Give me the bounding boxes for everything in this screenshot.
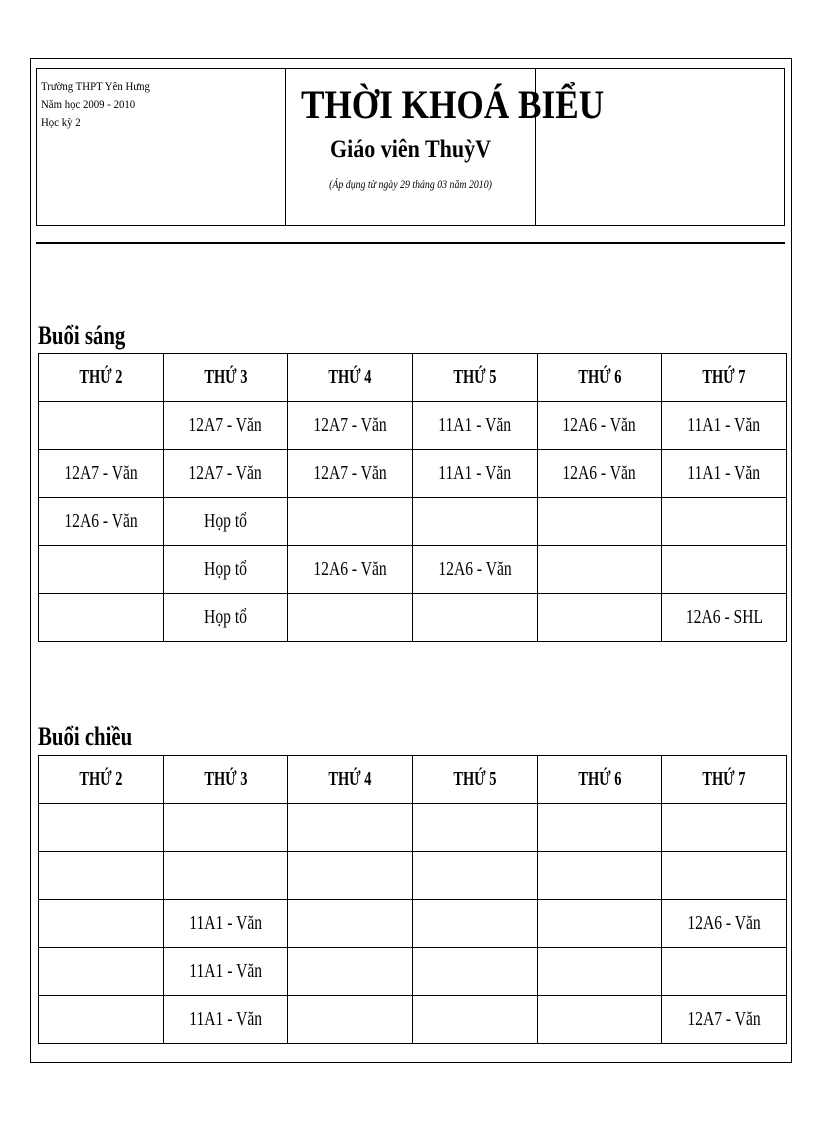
schedule-cell xyxy=(163,594,288,642)
schedule-cell xyxy=(662,546,787,594)
schedule-cell xyxy=(537,804,662,852)
schedule-cell xyxy=(288,594,413,642)
schedule-cell-text: 11A1 - Văn xyxy=(687,462,761,484)
column-header xyxy=(39,756,164,804)
schedule-cell xyxy=(163,546,288,594)
schedule-cell xyxy=(412,594,537,642)
schedule-cell-text: Họp tổ xyxy=(204,606,247,628)
schedule-cell-text: Họp tổ xyxy=(204,558,247,580)
schedule-cell-text: 12A6 - Văn xyxy=(562,462,637,484)
table-row xyxy=(39,402,787,450)
schedule-cell-text: 11A1 - Văn xyxy=(189,960,262,982)
schedule-cell xyxy=(412,450,537,498)
schedule-cell xyxy=(662,402,787,450)
column-header-label: THỨ 5 xyxy=(453,768,497,790)
schedule-cell-text: 12A7 - Văn xyxy=(188,414,263,436)
teacher-name: Giáo viên ThuỳV xyxy=(330,136,491,163)
schedule-cell xyxy=(288,852,413,900)
schedule-cell xyxy=(288,402,413,450)
table-row xyxy=(39,546,787,594)
semester: Học kỳ 2 xyxy=(41,115,81,129)
column-header-label: THỨ 6 xyxy=(577,366,621,388)
morning-title: Buổi sáng xyxy=(38,321,126,350)
schedule-cell xyxy=(39,948,164,996)
schedule-cell-text: 12A6 - Văn xyxy=(687,912,761,934)
schedule-cell xyxy=(537,900,662,948)
column-header-label: THỨ 2 xyxy=(79,768,123,790)
schedule-cell xyxy=(288,546,413,594)
schedule-cell xyxy=(662,900,787,948)
column-header xyxy=(288,354,413,402)
schedule-cell xyxy=(39,996,164,1044)
table-row xyxy=(39,900,787,948)
schedule-cell xyxy=(662,594,787,642)
schedule-cell xyxy=(662,852,787,900)
schedule-cell xyxy=(537,852,662,900)
school-name: Trường THPT Yên Hưng xyxy=(41,79,150,93)
schedule-cell xyxy=(288,498,413,546)
schedule-cell-text: 11A1 - Văn xyxy=(189,1008,262,1030)
schedule-cell xyxy=(163,996,288,1044)
schedule-cell xyxy=(163,900,288,948)
schedule-cell xyxy=(288,996,413,1044)
schedule-cell xyxy=(288,804,413,852)
header-divider xyxy=(36,242,785,244)
schedule-cell-text: 12A7 - Văn xyxy=(687,1008,761,1030)
column-header xyxy=(288,756,413,804)
column-header xyxy=(662,756,787,804)
school-year: Năm học 2009 - 2010 xyxy=(41,97,136,111)
schedule-cell-text: 11A1 - Văn xyxy=(189,912,262,934)
column-header xyxy=(163,354,288,402)
column-header-label: THỨ 4 xyxy=(328,366,372,388)
morning-schedule-table xyxy=(38,353,787,642)
schedule-cell-text: Họp tổ xyxy=(204,510,247,532)
schedule-cell-text: 11A1 - Văn xyxy=(438,414,512,436)
table-row xyxy=(39,804,787,852)
column-header xyxy=(412,756,537,804)
schedule-cell-text: 12A6 - Văn xyxy=(562,414,637,436)
table-row xyxy=(39,450,787,498)
table-row xyxy=(39,996,787,1044)
schedule-cell xyxy=(662,804,787,852)
title-block xyxy=(286,69,605,225)
column-header xyxy=(163,756,288,804)
schedule-cell xyxy=(163,852,288,900)
table-row xyxy=(39,594,787,642)
schedule-cell xyxy=(39,852,164,900)
schedule-cell-text: 11A1 - Văn xyxy=(438,462,512,484)
schedule-cell xyxy=(412,900,537,948)
column-header-label: THỨ 7 xyxy=(702,366,746,388)
afternoon-title: Buổi chiều xyxy=(38,722,133,751)
schedule-cell xyxy=(662,450,787,498)
column-header-label: THỨ 6 xyxy=(577,768,621,790)
column-header xyxy=(537,756,662,804)
schedule-cell-text: 12A7 - Văn xyxy=(64,462,138,484)
schedule-cell-text: 12A7 - Văn xyxy=(313,414,387,436)
schedule-cell xyxy=(537,594,662,642)
document-header xyxy=(36,68,785,226)
schedule-cell-text: 12A7 - Văn xyxy=(188,462,263,484)
schedule-cell xyxy=(412,852,537,900)
effective-date: (Áp dụng từ ngày 29 tháng 03 năm 2010) xyxy=(329,177,492,191)
column-header-label: THỨ 7 xyxy=(702,768,746,790)
schedule-cell xyxy=(39,900,164,948)
schedule-cell xyxy=(39,450,164,498)
column-header-label: THỨ 3 xyxy=(203,768,248,790)
schedule-cell-text: 12A6 - Văn xyxy=(313,558,387,580)
column-header-label: THỨ 2 xyxy=(79,366,123,388)
schedule-cell xyxy=(163,450,288,498)
schedule-cell xyxy=(537,450,662,498)
schedule-cell xyxy=(662,498,787,546)
schedule-cell xyxy=(163,804,288,852)
school-info xyxy=(37,69,286,225)
schedule-cell xyxy=(537,546,662,594)
schedule-cell xyxy=(412,498,537,546)
column-header xyxy=(537,354,662,402)
schedule-cell-text: 12A6 - Văn xyxy=(438,558,512,580)
table-row xyxy=(39,852,787,900)
schedule-cell-text: 12A6 - Văn xyxy=(64,510,138,532)
schedule-cell xyxy=(288,900,413,948)
column-header-label: THỨ 5 xyxy=(453,366,497,388)
table-header-row xyxy=(39,756,787,804)
schedule-cell xyxy=(537,996,662,1044)
schedule-cell xyxy=(537,402,662,450)
schedule-cell xyxy=(163,402,288,450)
schedule-cell xyxy=(288,450,413,498)
schedule-cell xyxy=(163,498,288,546)
table-row xyxy=(39,948,787,996)
schedule-cell xyxy=(39,594,164,642)
afternoon-schedule-table xyxy=(38,755,787,1044)
column-header xyxy=(412,354,537,402)
schedule-cell-text: 11A1 - Văn xyxy=(687,414,761,436)
table-header-row xyxy=(39,354,787,402)
schedule-cell-text: 12A6 - SHL xyxy=(685,606,763,628)
schedule-cell xyxy=(412,948,537,996)
column-header xyxy=(39,354,164,402)
schedule-cell xyxy=(662,996,787,1044)
schedule-cell xyxy=(288,948,413,996)
schedule-cell xyxy=(412,546,537,594)
document-title: THỜI KHOÁ BIỂU xyxy=(300,82,605,127)
schedule-cell xyxy=(39,804,164,852)
schedule-cell-text: 12A7 - Văn xyxy=(313,462,387,484)
schedule-cell xyxy=(412,402,537,450)
schedule-cell xyxy=(537,498,662,546)
schedule-cell xyxy=(412,996,537,1044)
schedule-cell xyxy=(412,804,537,852)
schedule-cell xyxy=(662,948,787,996)
schedule-cell xyxy=(537,948,662,996)
schedule-cell xyxy=(39,402,164,450)
schedule-cell xyxy=(39,546,164,594)
column-header-label: THỨ 3 xyxy=(203,366,248,388)
schedule-cell xyxy=(163,948,288,996)
schedule-cell xyxy=(39,498,164,546)
column-header xyxy=(662,354,787,402)
column-header-label: THỨ 4 xyxy=(328,768,372,790)
table-row xyxy=(39,498,787,546)
